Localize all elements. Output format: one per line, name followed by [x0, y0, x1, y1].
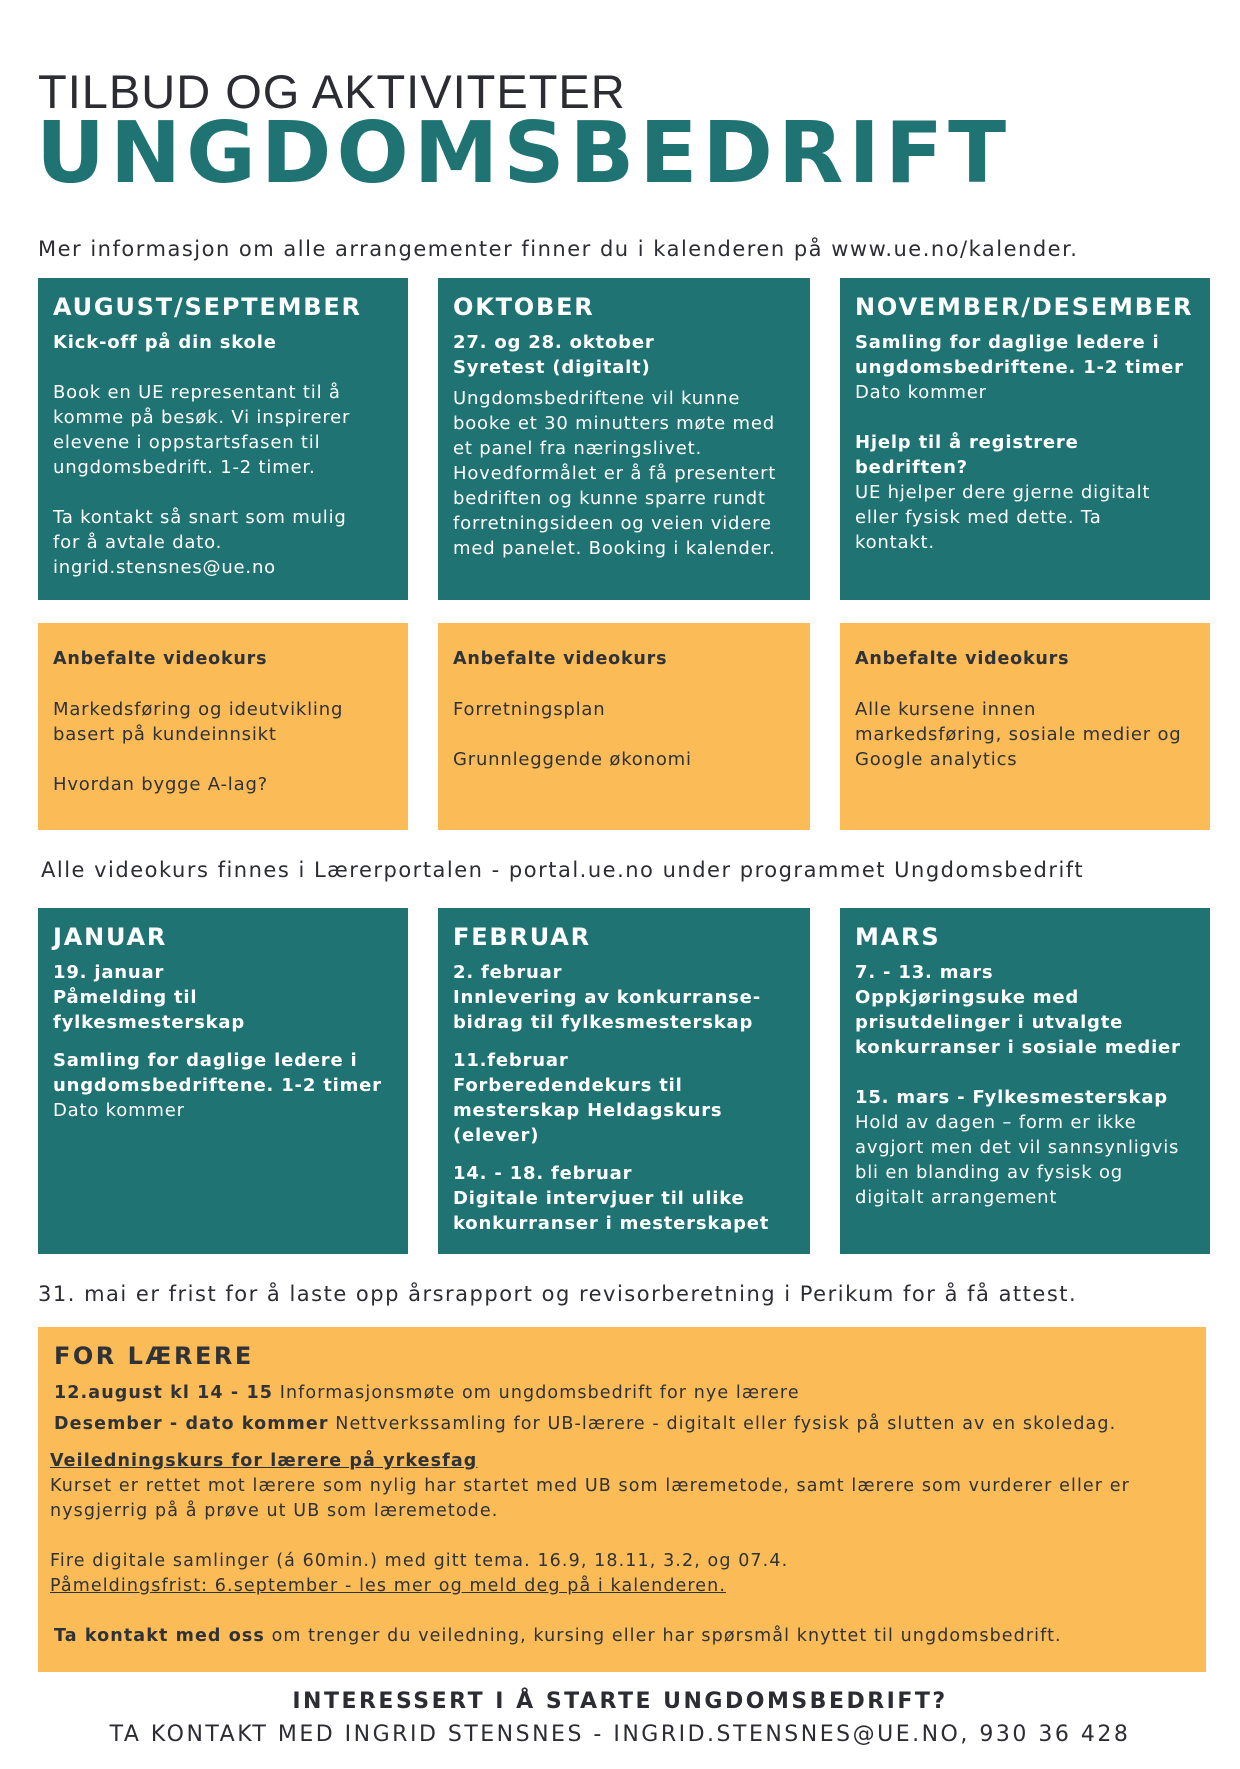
teacher-event-row — [50, 1412, 1194, 1437]
card-august-september — [38, 278, 408, 600]
card-text: Dato kommer — [53, 1100, 185, 1121]
course-text: nysgjerrig på å prøve ut UB som læremetode. — [50, 1501, 499, 1521]
video-course: Forretningsplan — [453, 699, 606, 720]
card-text: Book en UE representant til å — [53, 382, 341, 403]
event-title: konkurranser i mesterskapet — [453, 1213, 770, 1234]
card-heading: AUGUST/SEPTEMBER — [53, 293, 362, 321]
video-heading: Anbefalte videokurs — [855, 649, 1070, 669]
page-supertitle: TILBUD OG AKTIVITETER — [38, 65, 626, 118]
card-text: komme på besøk. Vi inspirerer — [53, 407, 351, 428]
video-card-3 — [840, 623, 1210, 830]
event-text: Nettverkssamling for UB-lærere - digitalt eller fysisk på slutten av en skoledag. — [335, 1414, 1117, 1434]
card-mars — [840, 908, 1210, 1254]
course-text: Kurset er rettet mot lærere som nylig har startet med UB som læremetode, samt lærere som vurderer eller er — [50, 1476, 1130, 1496]
event-date: 19. januar — [53, 962, 165, 983]
contact-text: om trenger du veiledning, kursing eller har spørsmål knyttet til ungdomsbedrift. — [271, 1626, 1062, 1646]
card-heading: FEBRUAR — [453, 923, 591, 951]
video-course: Grunnleggende økonomi — [453, 749, 692, 770]
card-text: Hold av dagen – form er ikke — [855, 1112, 1137, 1133]
card-text: elevene i oppstartsfasen til — [53, 432, 321, 453]
card-heading: MARS — [855, 923, 941, 951]
teacher-event-row — [50, 1381, 1194, 1406]
intro-text: Mer informasjon om alle arrangementer finner du i kalenderen på www.ue.no/kalender. — [38, 237, 1079, 261]
card-text: med panelet. Booking i kalender. — [453, 538, 776, 559]
video-course: Markedsføring og ideutvikling — [53, 699, 344, 720]
card-heading: OKTOBER — [453, 293, 595, 321]
card-text: eller fysisk med dette. Ta — [855, 507, 1102, 528]
event-title: Oppkjøringsuke med — [855, 987, 1080, 1008]
event-title: Samling for daglige ledere i — [855, 332, 1160, 353]
video-card-2 — [438, 623, 810, 830]
event-text: Informasjonsmøte om ungdomsbedrift for nye lærere — [279, 1383, 800, 1403]
card-text: et panel fra næringslivet. — [453, 438, 703, 459]
course-title-link[interactable]: Veiledningskurs for lærere på yrkesfag — [50, 1451, 478, 1471]
event-date: 27. og 28. oktober — [453, 332, 655, 353]
event-title: Forberedendekurs til — [453, 1075, 683, 1096]
card-text: for å avtale dato. — [53, 532, 223, 553]
card-text: kontakt. — [855, 532, 935, 553]
portal-note: Alle videokurs finnes i Lærerportalen - portal.ue.no under programmet Ungdomsbedrift — [41, 858, 1085, 882]
event-date: 2. februar — [453, 962, 563, 983]
card-text: digitalt arrangement — [855, 1187, 1058, 1208]
video-heading: Anbefalte videokurs — [53, 649, 268, 669]
card-heading: JANUAR — [53, 923, 168, 951]
event-date: 14. - 18. februar — [453, 1163, 633, 1184]
card-text: booke et 30 minutters møte med — [453, 413, 775, 434]
card-text: Ta kontakt så snart som mulig — [53, 507, 347, 528]
contact-bold: Ta kontakt med oss — [54, 1626, 265, 1646]
card-text: forretningsideen og veien videre — [453, 513, 772, 534]
video-course: Alle kursene innen — [855, 699, 1037, 720]
event-title: Digitale intervjuer til ulike — [453, 1188, 745, 1209]
card-oktober — [438, 278, 810, 600]
event-title: bidrag til fylkesmesterskap — [453, 1012, 754, 1033]
card-text: bedriften og kunne sparre rundt — [453, 488, 766, 509]
teachers-section — [38, 1327, 1206, 1672]
contact-row — [50, 1624, 1194, 1649]
event-title: 15. mars - Fylkesmesterskap — [855, 1087, 1168, 1108]
event-title: Hjelp til å registrere bedriften? — [855, 432, 1079, 478]
event-title: Innlevering av konkurranse- — [453, 987, 761, 1008]
event-title: Påmelding til fylkesmesterskap — [53, 987, 246, 1033]
deadline-note: 31. mai er frist for å laste opp årsrapport og revisorberetning i Perikum for å få attest. — [38, 1282, 1078, 1306]
video-course: basert på kundeinnsikt — [53, 724, 277, 745]
card-text: Dato kommer — [855, 382, 987, 403]
event-title: Kick-off på din skole — [53, 332, 277, 353]
event-date: 11.februar — [453, 1050, 569, 1071]
video-course: markedsføring, sosiale medier og — [855, 724, 1182, 745]
footer-cta: INTERESSERT I Å STARTE UNGDOMSBEDRIFT? — [292, 1689, 948, 1714]
section-heading: FOR LÆRERE — [54, 1342, 254, 1370]
video-course: Hvordan bygge A-lag? — [53, 774, 269, 795]
video-heading: Anbefalte videokurs — [453, 649, 668, 669]
card-januar — [38, 908, 408, 1254]
event-date: Desember - dato kommer — [54, 1414, 329, 1434]
event-title: prisutdelinger i utvalgte — [855, 1012, 1124, 1033]
card-text: avgjort men det vil sannsynligvis — [855, 1137, 1180, 1158]
event-title: ungdomsbedriftene. 1-2 timer — [855, 357, 1184, 378]
event-title: ungdomsbedriftene. 1-2 timer — [53, 1075, 382, 1096]
card-november-desember — [840, 278, 1210, 600]
event-date: 7. - 13. mars — [855, 962, 994, 983]
event-date: 12.august kl 14 - 15 — [54, 1383, 274, 1403]
card-text: UE hjelper dere gjerne digitalt — [855, 482, 1151, 503]
contact-email: ingrid.stensnes@ue.no — [53, 557, 276, 578]
event-title: konkurranser i sosiale medier — [855, 1037, 1181, 1058]
event-title: Samling for daglige ledere i — [53, 1050, 358, 1071]
card-heading: NOVEMBER/DESEMBER — [855, 293, 1194, 321]
card-text: bli en blanding av fysisk og — [855, 1162, 1124, 1183]
card-februar — [438, 908, 810, 1254]
card-text: Ungdomsbedriftene vil kunne — [453, 388, 741, 409]
card-text: Hovedformålet er å få presentert — [453, 463, 777, 484]
card-text: ungdomsbedrift. 1-2 timer. — [53, 457, 316, 478]
video-card-1 — [38, 623, 408, 830]
sessions-text: Fire digitale samlinger (á 60min.) med gitt tema. 16.9, 18.11, 3.2, og 07.4. — [50, 1551, 789, 1571]
video-course: Google analytics — [855, 749, 1018, 770]
page-title: UNGDOMSBEDRIFT — [36, 104, 1012, 203]
event-title: Syretest (digitalt) — [453, 357, 651, 378]
event-title: mesterskap Heldagskurs (elever) — [453, 1100, 723, 1146]
signup-deadline-link[interactable]: Påmeldingsfrist: 6.september - les mer og meld deg på i kalenderen. — [50, 1576, 727, 1596]
footer-contact: TA KONTAKT MED INGRID STENSNES - INGRID.STENSNES@UE.NO, 930 36 428 — [109, 1722, 1131, 1747]
